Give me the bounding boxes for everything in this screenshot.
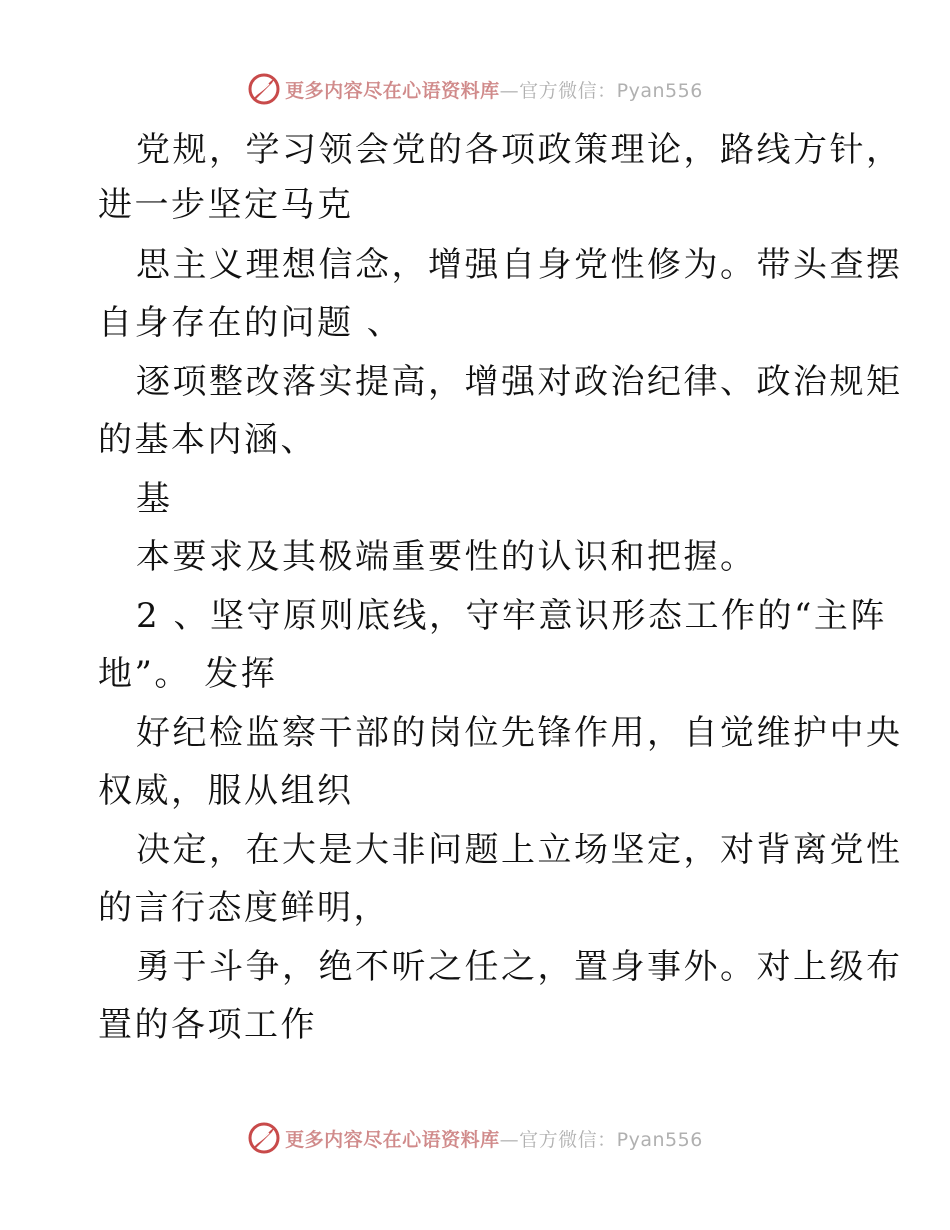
text-line: 2 、坚守原则底线，守牢意识形态工作的“主阵: [136, 596, 887, 636]
footer-separator: —: [499, 1128, 520, 1151]
text-line: 逐项整改落实提高，增强对政治纪律、政治规矩: [136, 362, 903, 402]
header-separator: —: [499, 79, 520, 102]
text-line: 的基本内涵、: [98, 420, 317, 460]
footer-wechat-text: 官方微信：Pyan556: [519, 1128, 703, 1151]
quill-logo-icon: [247, 1121, 281, 1155]
text-line: 的言行态度鲜明，: [98, 888, 390, 928]
text-line: 决定，在大是大非问题上立场坚定，对背离党性: [136, 830, 903, 870]
header-wechat-text: 官方微信：Pyan556: [519, 79, 703, 102]
text-line: 地”。 发挥: [98, 654, 278, 694]
text-line: 党规，学习领会党的各项政策理论，路线方针，: [136, 130, 903, 170]
text-line: 思主义理想信念，增强自身党性修为。带头查摆: [136, 245, 903, 285]
text-line: 权威，服从组织: [98, 771, 354, 811]
text-line: 进一步坚定马克: [98, 185, 354, 225]
text-line: 好纪检监察干部的岗位先锋作用，自觉维护中央: [136, 713, 903, 753]
text-line: 勇于斗争，绝不听之任之，置身事外。对上级布: [136, 947, 903, 987]
header-brand-text: 更多内容尽在心语资料库: [285, 79, 500, 102]
footer-brand-text: 更多内容尽在心语资料库: [285, 1128, 500, 1151]
text-line: 本要求及其极端重要性的认识和把握。: [136, 537, 757, 577]
text-line: 置的各项工作: [98, 1005, 317, 1045]
header-watermark: [0, 72, 950, 106]
quill-logo-icon: [247, 72, 281, 106]
text-line: 基: [136, 479, 173, 519]
footer-watermark: [0, 1121, 950, 1155]
text-line: 自身存在的问题 、: [98, 303, 404, 343]
